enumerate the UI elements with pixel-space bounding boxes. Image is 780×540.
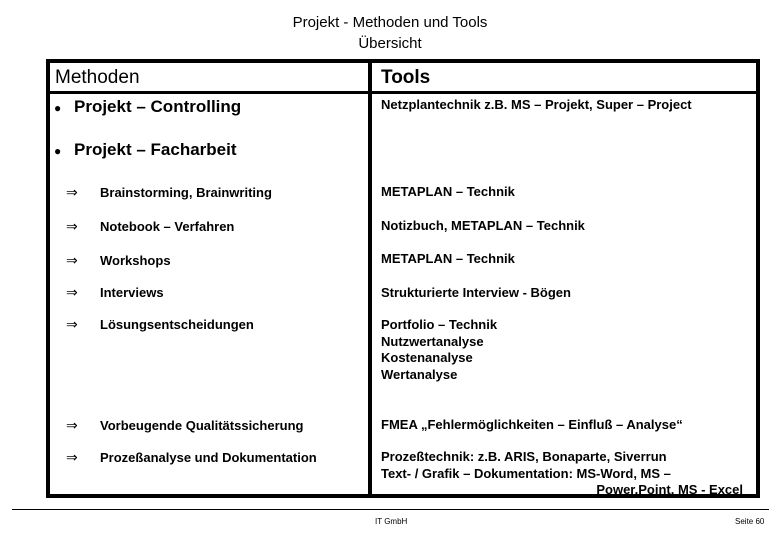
method-sub-item — [66, 284, 164, 301]
footer-divider — [12, 509, 769, 510]
tool-entry — [381, 449, 743, 499]
method-sub-item — [66, 218, 234, 235]
page-title: Projekt - Methoden und Tools — [292, 14, 488, 31]
tool-line: Netzplantechnik z.B. MS – Projekt, Super – Project — [381, 97, 692, 112]
method-main-label: Projekt – Facharbeit — [74, 140, 237, 159]
methods-column-header: Methoden — [55, 67, 140, 88]
method-sub-item — [66, 417, 303, 434]
column-divider — [368, 63, 372, 494]
tool-entry — [381, 285, 571, 302]
method-sub-label: Brainstorming, Brainwriting — [100, 185, 272, 200]
method-sub-item — [66, 252, 171, 269]
method-main-item — [54, 97, 241, 118]
tool-entry — [381, 184, 515, 201]
tool-line: METAPLAN – Technik — [381, 184, 515, 199]
tool-entry — [381, 317, 497, 383]
double-arrow-icon: ⇒ — [66, 284, 78, 300]
double-arrow-icon: ⇒ — [66, 316, 78, 332]
method-sub-item — [66, 449, 317, 466]
method-sub-label: Lösungsentscheidungen — [100, 317, 254, 332]
method-sub-item — [66, 184, 272, 201]
double-arrow-icon: ⇒ — [66, 449, 78, 465]
tool-line: Text- / Grafik – Dokumentation: MS-Word, MS – — [381, 465, 671, 481]
page-subtitle: Übersicht — [358, 35, 422, 52]
method-sub-label: Prozeßanalyse und Dokumentation — [100, 450, 317, 465]
tool-line: FMEA „Fehlermöglichkeiten – Einfluß – Analyse“ — [381, 417, 683, 432]
tool-line: METAPLAN – Technik — [381, 251, 515, 266]
method-sub-label: Workshops — [100, 253, 171, 268]
tool-line: Wertanalyse — [381, 366, 458, 382]
method-sub-label: Interviews — [100, 285, 164, 300]
tool-entry — [381, 218, 585, 235]
double-arrow-icon: ⇒ — [66, 417, 78, 433]
footer-company: IT GmbH — [375, 517, 408, 526]
bullet-icon: ● — [54, 100, 62, 115]
double-arrow-icon: ⇒ — [66, 218, 78, 234]
bullet-icon: ● — [54, 143, 62, 158]
tool-line: Prozeßtechnik: z.B. ARIS, Bonaparte, Siverrun — [381, 449, 667, 464]
methods-tools-table — [46, 59, 760, 498]
tool-line: Strukturierte Interview - Bögen — [381, 285, 571, 300]
tool-line: Portfolio – Technik — [381, 317, 498, 332]
method-main-label: Projekt – Controlling — [74, 97, 242, 116]
tool-line: Kostenanalyse — [381, 350, 473, 365]
method-sub-item — [66, 316, 254, 333]
tool-entry — [381, 97, 692, 114]
header-divider — [50, 91, 756, 94]
tool-line: Nutzwertanalyse — [381, 333, 484, 349]
double-arrow-icon: ⇒ — [66, 184, 78, 200]
tool-line: Power.Point, MS - Excel — [596, 482, 743, 497]
double-arrow-icon: ⇒ — [66, 252, 78, 268]
method-sub-label: Vorbeugende Qualitätssicherung — [100, 418, 304, 433]
method-sub-label: Notebook – Verfahren — [100, 219, 235, 234]
tool-entry — [381, 417, 683, 434]
tools-column-header: Tools — [381, 67, 431, 88]
tool-line: Notizbuch, METAPLAN – Technik — [381, 218, 585, 233]
tool-entry — [381, 251, 515, 268]
method-main-item — [54, 140, 237, 161]
footer-page-number: Seite 60 — [735, 517, 765, 526]
